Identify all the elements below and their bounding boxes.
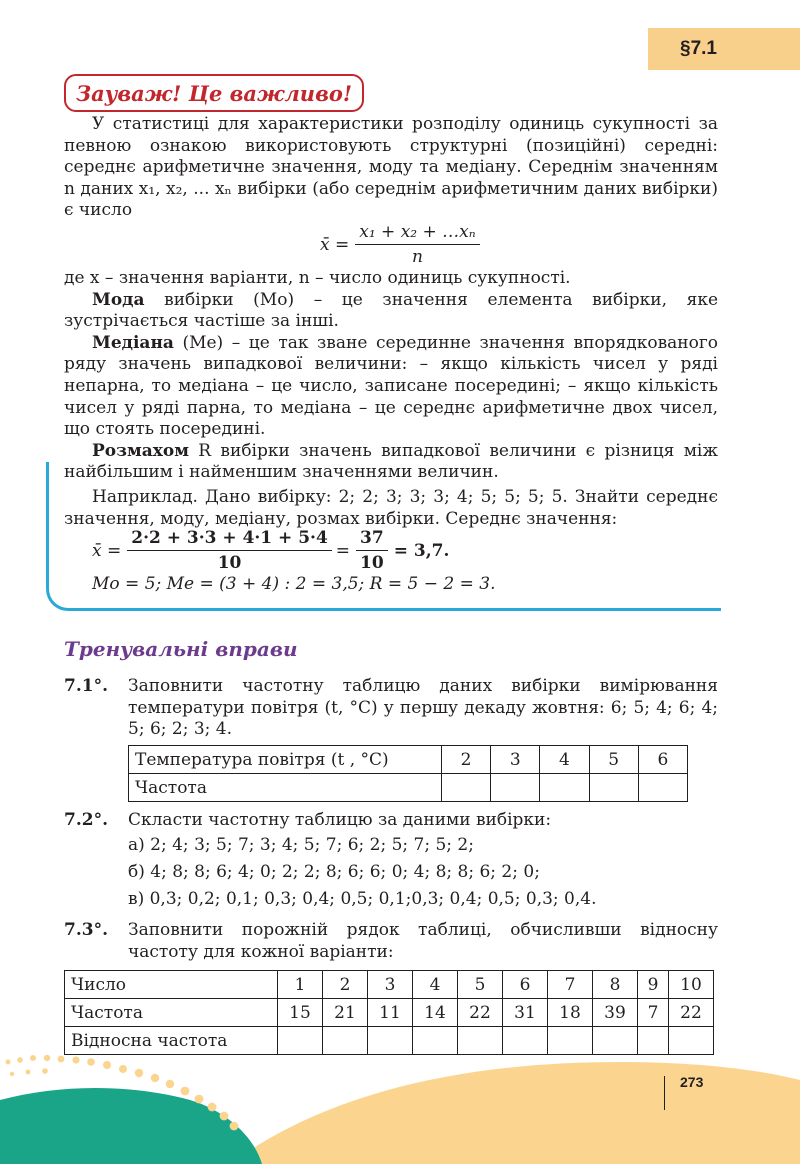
table-cell: 3 <box>491 746 540 774</box>
median-term: Медіана <box>92 332 174 353</box>
exercise-number: 7.3°. <box>64 920 108 940</box>
table-row <box>65 999 714 1027</box>
table-cell-empty[interactable] <box>668 1027 713 1055</box>
table-cell: 6 <box>503 971 548 999</box>
section-label: §7.1 <box>680 38 717 59</box>
table-cell: 18 <box>548 999 593 1027</box>
variant-definition: де x – значення варіанти, n – число одиниць сукупності. <box>64 268 571 288</box>
list-item: б) 4; 8; 8; 6; 4; 0; 2; 2; 8; 6; 6; 0; 4; 8; 8; 6; 2; 0; <box>128 862 540 882</box>
table-header-cell: Відносна частота <box>65 1027 278 1055</box>
definitions <box>64 268 718 484</box>
table-cell: 6 <box>638 746 687 774</box>
exercise-7-1 <box>64 676 718 741</box>
table-cell-empty[interactable] <box>638 1027 669 1055</box>
table-cell: 3 <box>368 971 413 999</box>
mean-numerator: x₁ + x₂ + …xₙ <box>355 222 479 245</box>
table-row <box>65 1027 714 1055</box>
example-denominator-2: 10 <box>360 553 384 573</box>
median-text: (Me) – це так зване серединне значення впорядкованого ряду значень випадкової величини: – якщо кількість чисел у ряді непарна, то медіана – це число, записане посередині; – якщо кількість чисел у ряді парна, то медіана – це середнє арифметичне двох чисел, що стоять посередині. <box>64 332 718 440</box>
list-item: в) 0,3; 0,2; 0,1; 0,3; 0,4; 0,5; 0,1;0,3; 0,4; 0,5; 0,3; 0,4. <box>128 889 597 909</box>
table-cell: 39 <box>593 999 638 1027</box>
mode-text: вибірки (Mo) – це значення елемента вибірки, яке зустрічається частіше за інші. <box>64 289 718 332</box>
example-numerator-2: 37 <box>356 528 388 551</box>
exercise-text: Заповнити порожній рядок таблиці, обчисливши відносну частоту для кожної варіанти: <box>128 920 718 962</box>
exercise-number: 7.1°. <box>64 676 108 696</box>
section-tab <box>648 28 800 70</box>
example-fraction-2 <box>356 528 388 573</box>
table-cell-empty[interactable] <box>503 1027 548 1055</box>
table-row <box>129 774 688 802</box>
table-cell-empty[interactable] <box>278 1027 323 1055</box>
mode-term: Мода <box>92 289 145 310</box>
mean-formula <box>320 222 480 267</box>
note-title: Зауваж! Це важливо! <box>64 74 364 112</box>
example-result-value: = 3,7. <box>393 540 450 561</box>
range-term: Розмахом <box>92 440 189 461</box>
table-cell: 22 <box>668 999 713 1027</box>
intro-paragraph: У статистиці для характеристики розподілу одиниць сукупності за певною ознакою використовують структурні (позиційні) середні: середнє арифметичне значення, моду та медіану. Середнім значенням n даних x₁, x₂, ... xₙ вибірки (або середнім арифметичним даних вибірки) є число <box>64 114 718 221</box>
mode-definition <box>64 290 718 333</box>
table-cell: 5 <box>458 971 503 999</box>
table-cell: 22 <box>458 999 503 1027</box>
page-number: 273 <box>680 1074 704 1090</box>
exercise-7-2 <box>64 810 718 832</box>
table-cell: 5 <box>589 746 638 774</box>
example-block <box>64 487 718 530</box>
example-formula <box>92 528 449 573</box>
list-item: а) 2; 4; 3; 5; 7; 3; 4; 5; 7; 6; 2; 5; 7; 5; 2; <box>128 835 474 855</box>
example-equals: = <box>335 540 351 561</box>
exercise-text: Скласти частотну таблицю за даними вибірки: <box>128 810 552 830</box>
table-cell: 7 <box>638 999 669 1027</box>
table-cell: 21 <box>323 999 368 1027</box>
table-cell: 1 <box>278 971 323 999</box>
exercise-number: 7.2°. <box>64 810 108 830</box>
table-header-cell: Частота <box>65 999 278 1027</box>
table-cell: 9 <box>638 971 669 999</box>
table-cell: 7 <box>548 971 593 999</box>
table-row <box>65 971 714 999</box>
table-cell: 8 <box>593 971 638 999</box>
temperature-table <box>128 745 688 802</box>
table-cell-empty[interactable] <box>593 1027 638 1055</box>
table-header-cell: Частота <box>129 774 442 802</box>
example-text: Наприклад. Дано вибірку: 2; 2; 3; 3; 3; 4; 5; 5; 5; 5. Знайти середнє значення, моду, медіану, розмах вибірки. Середнє значення: <box>64 487 718 529</box>
table-cell-empty[interactable] <box>491 774 540 802</box>
exercises-title: Тренувальні вправи <box>64 637 298 661</box>
table-cell: 31 <box>503 999 548 1027</box>
table-cell: 15 <box>278 999 323 1027</box>
table-cell: 2 <box>442 746 491 774</box>
table-cell-empty[interactable] <box>638 774 687 802</box>
frequency-table <box>64 970 714 1055</box>
table-cell-empty[interactable] <box>413 1027 458 1055</box>
example-denominator-1: 10 <box>217 553 242 573</box>
table-cell-empty[interactable] <box>323 1027 368 1055</box>
example-lhs: x̄ = <box>92 540 122 561</box>
table-cell-empty[interactable] <box>368 1027 413 1055</box>
example-numerator-1: 2·2 + 3·3 + 4·1 + 5·4 <box>127 528 332 551</box>
table-cell: 11 <box>368 999 413 1027</box>
table-cell: 4 <box>413 971 458 999</box>
note-body <box>64 114 718 222</box>
table-cell: 10 <box>668 971 713 999</box>
median-definition <box>64 333 718 441</box>
table-cell: 2 <box>323 971 368 999</box>
example-fraction-1 <box>127 528 332 573</box>
table-cell: 4 <box>540 746 589 774</box>
table-cell-empty[interactable] <box>548 1027 593 1055</box>
table-header-cell: Число <box>65 971 278 999</box>
table-cell-empty[interactable] <box>540 774 589 802</box>
exercise-7-3 <box>64 920 718 963</box>
table-cell-empty[interactable] <box>458 1027 503 1055</box>
mean-denominator: n <box>411 247 423 267</box>
exercise-text: Заповнити частотну таблицю даних вибірки вимірювання температури повітря (t, °С) у першу декаду жовтня: 6; 5; 4; 6; 4; 5; 6; 2; 3; 4. <box>128 676 718 740</box>
exercise-7-2-items <box>128 832 596 913</box>
table-row <box>129 746 688 774</box>
table-cell: 14 <box>413 999 458 1027</box>
table-cell-empty[interactable] <box>589 774 638 802</box>
table-header-cell: Температура повітря (t , °С) <box>129 746 442 774</box>
table-cell-empty[interactable] <box>442 774 491 802</box>
page-number-divider <box>664 1076 665 1110</box>
mean-formula-lhs: x̄ = <box>320 234 350 255</box>
example-result: Mo = 5; Me = (3 + 4) : 2 = 3,5; R = 5 − 2 = 3. <box>92 574 496 594</box>
mean-fraction <box>355 222 479 267</box>
range-text: R вибірки значень випадкової величини є різниця між найбільшим і найменшим значеннями величин. <box>64 440 718 483</box>
